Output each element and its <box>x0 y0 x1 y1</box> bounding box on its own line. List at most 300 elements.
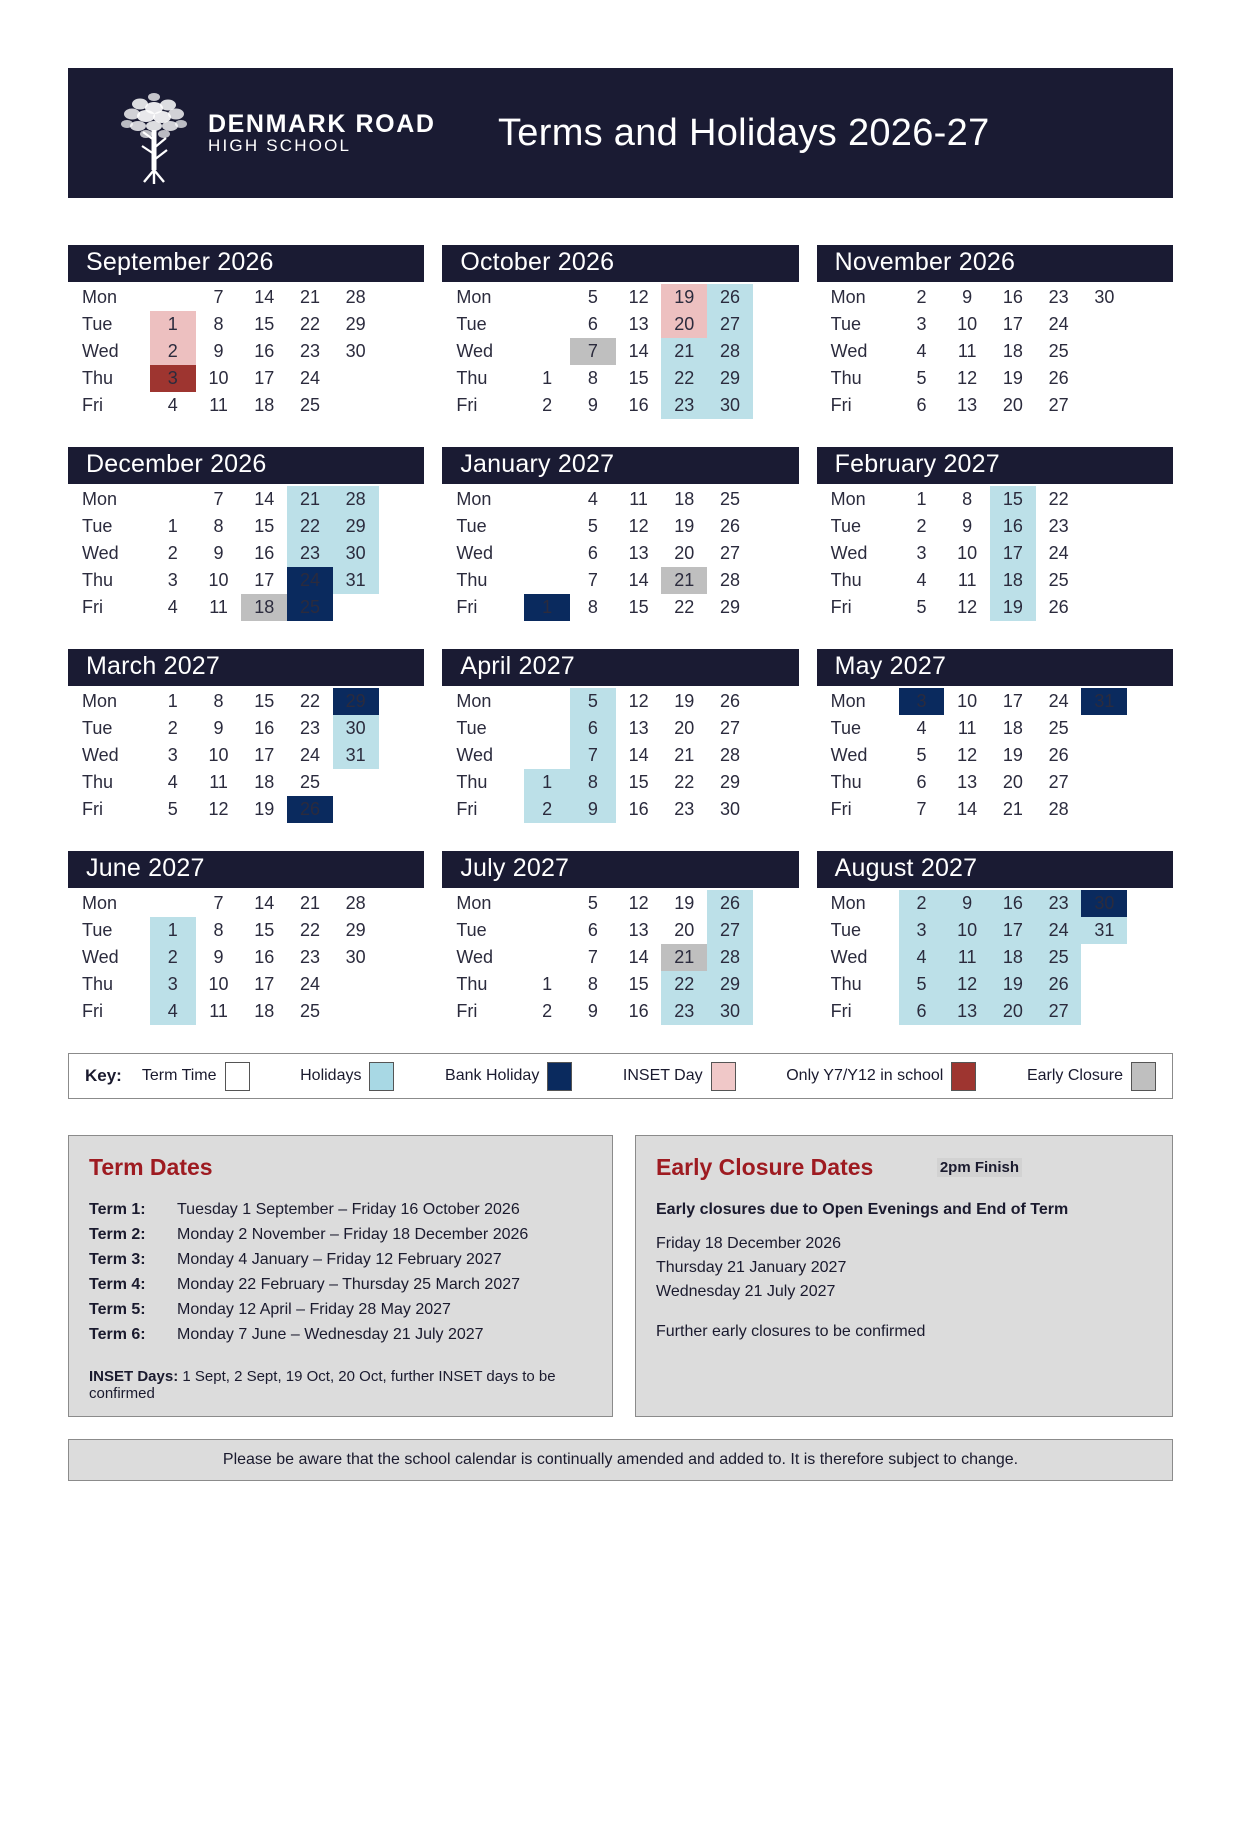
day-cell[interactable]: 4 <box>167 772 178 792</box>
day-cell[interactable]: 20 <box>674 718 695 738</box>
day-cell[interactable]: 10 <box>957 314 978 334</box>
day-cell-empty <box>1127 971 1173 998</box>
day-cell[interactable]: 5 <box>916 597 927 617</box>
day-cell[interactable]: 1 <box>524 594 570 621</box>
day-cell[interactable]: 7 <box>587 947 598 967</box>
day-cell[interactable]: 17 <box>990 917 1036 944</box>
day-cell[interactable]: 18 <box>990 567 1036 594</box>
day-cell[interactable]: 28 <box>1048 799 1069 819</box>
day-cell[interactable]: 20 <box>661 311 707 338</box>
day-cell[interactable]: 9 <box>587 1001 598 1021</box>
day-cell[interactable]: 12 <box>628 287 649 307</box>
day-cell[interactable]: 6 <box>916 772 927 792</box>
day-cell[interactable]: 22 <box>674 597 695 617</box>
calendar-key <box>68 1053 1173 1099</box>
day-cell[interactable]: 30 <box>707 392 753 419</box>
day-cell[interactable]: 21 <box>1002 799 1023 819</box>
day-cell[interactable]: 23 <box>674 799 695 819</box>
day-cell[interactable]: 2 <box>542 395 553 415</box>
weekday-label: Mon <box>456 287 492 307</box>
day-cell[interactable]: 21 <box>287 486 333 513</box>
day-cell[interactable]: 5 <box>916 368 927 388</box>
day-cell[interactable]: 30 <box>333 540 379 567</box>
day-cell[interactable]: 29 <box>333 688 379 715</box>
day-cell[interactable]: 30 <box>345 341 366 361</box>
day-cell[interactable]: 15 <box>254 516 275 536</box>
term-range: Monday 7 June – Wednesday 21 July 2027 <box>177 1326 484 1343</box>
day-cell[interactable]: 7 <box>916 799 927 819</box>
day-cell[interactable]: 26 <box>720 691 741 711</box>
key-item-swatch <box>547 1062 572 1091</box>
day-cell[interactable]: 9 <box>587 395 598 415</box>
weekday-label: Tue <box>830 718 862 738</box>
day-cell[interactable]: 21 <box>661 567 707 594</box>
day-cell[interactable]: 8 <box>587 597 598 617</box>
day-cell[interactable]: 2 <box>899 890 945 917</box>
day-cell[interactable]: 24 <box>1036 917 1082 944</box>
day-cell[interactable]: 27 <box>1048 395 1069 415</box>
day-cell[interactable]: 17 <box>1002 691 1023 711</box>
day-cell[interactable]: 22 <box>299 691 320 711</box>
weekday-row <box>68 513 424 540</box>
day-cell[interactable]: 29 <box>720 772 741 792</box>
day-cell[interactable]: 31 <box>1081 917 1127 944</box>
day-cell[interactable]: 30 <box>707 998 753 1025</box>
day-cell[interactable]: 11 <box>209 395 228 415</box>
day-cell[interactable]: 3 <box>916 314 927 334</box>
day-cell[interactable]: 30 <box>1094 287 1115 307</box>
day-cell[interactable]: 19 <box>990 971 1036 998</box>
day-cell[interactable]: 20 <box>674 920 695 940</box>
day-cell[interactable]: 15 <box>628 597 649 617</box>
day-cell[interactable]: 14 <box>254 489 275 509</box>
weekday-label: Mon <box>456 893 492 913</box>
day-cell[interactable]: 29 <box>345 920 366 940</box>
day-cell[interactable]: 22 <box>674 772 695 792</box>
day-cell[interactable]: 31 <box>333 742 379 769</box>
day-cell[interactable]: 18 <box>254 395 275 415</box>
day-cell[interactable]: 25 <box>1048 341 1069 361</box>
weekday-label: Fri <box>830 1001 852 1021</box>
day-cell[interactable]: 8 <box>213 691 224 711</box>
day-cell[interactable]: 3 <box>167 745 178 765</box>
day-cell[interactable]: 17 <box>1002 314 1023 334</box>
day-cell-empty <box>753 796 799 823</box>
day-cell[interactable]: 5 <box>587 893 598 913</box>
day-cell[interactable]: 26 <box>1048 745 1069 765</box>
day-cell[interactable]: 16 <box>254 341 275 361</box>
day-cell[interactable]: 11 <box>944 944 990 971</box>
day-cell[interactable]: 1 <box>167 516 178 536</box>
day-cell[interactable]: 3 <box>150 971 196 998</box>
day-cell[interactable]: 13 <box>957 395 978 415</box>
day-cell[interactable]: 18 <box>241 594 287 621</box>
day-cell[interactable]: 14 <box>628 745 649 765</box>
day-cell[interactable]: 24 <box>1048 543 1069 563</box>
day-cell[interactable]: 1 <box>150 311 196 338</box>
day-cell[interactable]: 19 <box>674 516 695 536</box>
day-cell[interactable]: 23 <box>299 947 320 967</box>
day-cell-empty <box>1127 890 1173 917</box>
day-cell[interactable]: 29 <box>333 513 379 540</box>
day-cell[interactable]: 29 <box>707 365 753 392</box>
day-cell[interactable]: 27 <box>720 718 741 738</box>
day-cell[interactable]: 25 <box>287 594 333 621</box>
day-cell[interactable]: 9 <box>944 890 990 917</box>
day-cell[interactable]: 6 <box>570 715 616 742</box>
day-cell[interactable]: 28 <box>707 338 753 365</box>
day-cell[interactable]: 1 <box>150 917 196 944</box>
weekday-label: Thu <box>82 368 114 388</box>
key-label: Key: <box>85 1066 122 1085</box>
day-cell[interactable]: 21 <box>299 287 320 307</box>
day-cell[interactable]: 12 <box>944 971 990 998</box>
day-cell[interactable]: 21 <box>299 893 320 913</box>
day-cell[interactable]: 8 <box>213 314 224 334</box>
weekday-label: Thu <box>82 570 114 590</box>
day-cell[interactable]: 12 <box>628 516 649 536</box>
day-cell[interactable]: 12 <box>957 745 978 765</box>
day-cell[interactable]: 9 <box>962 516 973 536</box>
day-cell[interactable]: 4 <box>899 944 945 971</box>
day-cell[interactable]: 7 <box>213 287 224 307</box>
day-cell[interactable]: 28 <box>345 287 366 307</box>
day-cell[interactable]: 14 <box>254 893 275 913</box>
day-cell[interactable]: 1 <box>167 691 178 711</box>
day-cell[interactable]: 5 <box>587 516 598 536</box>
day-cell[interactable]: 27 <box>1036 998 1082 1025</box>
day-cell[interactable]: 29 <box>345 314 366 334</box>
day-cell[interactable]: 23 <box>661 392 707 419</box>
day-cell[interactable]: 17 <box>254 570 275 590</box>
day-cell[interactable]: 14 <box>957 799 978 819</box>
day-cell[interactable]: 22 <box>299 314 320 334</box>
day-cell[interactable]: 5 <box>899 971 945 998</box>
day-cell[interactable]: 1 <box>524 769 570 796</box>
day-cell[interactable]: 15 <box>628 974 649 994</box>
day-cell[interactable]: 5 <box>587 287 598 307</box>
day-cell[interactable]: 11 <box>209 772 228 792</box>
day-cell[interactable]: 9 <box>213 341 224 361</box>
day-cell-empty <box>379 338 425 365</box>
day-cell[interactable]: 8 <box>213 516 224 536</box>
day-cell[interactable]: 21 <box>674 745 695 765</box>
day-cell[interactable]: 21 <box>661 338 707 365</box>
day-cell[interactable]: 27 <box>707 917 753 944</box>
day-cell[interactable]: 18 <box>254 772 275 792</box>
day-cell[interactable]: 31 <box>1081 688 1127 715</box>
day-cell[interactable]: 13 <box>628 314 649 334</box>
day-cell[interactable]: 19 <box>990 594 1036 621</box>
day-cell[interactable]: 8 <box>587 368 598 388</box>
day-cell[interactable]: 11 <box>629 489 648 509</box>
day-cell[interactable]: 23 <box>287 540 333 567</box>
weekday-row <box>442 594 798 621</box>
day-cell[interactable]: 23 <box>661 998 707 1025</box>
day-cell[interactable]: 26 <box>1048 368 1069 388</box>
day-cell[interactable]: 10 <box>208 974 229 994</box>
day-cell[interactable]: 29 <box>720 597 741 617</box>
day-cell[interactable]: 15 <box>628 772 649 792</box>
day-cell[interactable]: 22 <box>287 513 333 540</box>
weekday-label: Mon <box>456 489 492 509</box>
day-cell[interactable]: 6 <box>587 920 598 940</box>
day-cell[interactable]: 16 <box>628 1001 649 1021</box>
day-cell[interactable]: 10 <box>208 745 229 765</box>
day-cell[interactable]: 28 <box>345 893 366 913</box>
day-cell[interactable]: 16 <box>990 513 1036 540</box>
day-cell[interactable]: 30 <box>1081 890 1127 917</box>
day-cell[interactable]: 23 <box>1048 516 1069 536</box>
day-cell[interactable]: 13 <box>944 998 990 1025</box>
day-cell[interactable]: 25 <box>1048 718 1069 738</box>
month-block <box>817 851 1173 1025</box>
day-cell[interactable]: 4 <box>167 597 178 617</box>
day-cell[interactable]: 16 <box>628 799 649 819</box>
day-cell[interactable]: 22 <box>661 365 707 392</box>
day-cell[interactable]: 26 <box>707 284 753 311</box>
day-cell[interactable]: 28 <box>720 745 741 765</box>
day-cell[interactable]: 25 <box>1048 570 1069 590</box>
finish-time-badge: 2pm Finish <box>937 1158 1022 1177</box>
weekday-label: Mon <box>82 489 118 509</box>
day-cell[interactable]: 17 <box>254 974 275 994</box>
day-cell[interactable]: 1 <box>542 368 553 388</box>
weekday-row <box>68 338 424 365</box>
day-cell[interactable]: 15 <box>990 486 1036 513</box>
day-cell[interactable]: 25 <box>1036 944 1082 971</box>
day-cell[interactable]: 19 <box>1002 745 1023 765</box>
day-cell[interactable]: 23 <box>1036 890 1082 917</box>
day-cell[interactable]: 15 <box>628 368 649 388</box>
day-cell[interactable]: 2 <box>542 1001 553 1021</box>
day-cell[interactable]: 26 <box>720 516 741 536</box>
day-cell[interactable]: 24 <box>299 368 320 388</box>
day-cell[interactable]: 24 <box>299 974 320 994</box>
day-cell-empty <box>1127 567 1173 594</box>
day-cell[interactable]: 30 <box>333 715 379 742</box>
day-cell[interactable]: 2 <box>524 796 570 823</box>
day-cell[interactable]: 16 <box>254 718 275 738</box>
day-cell[interactable]: 13 <box>957 772 978 792</box>
day-cell[interactable]: 24 <box>299 745 320 765</box>
day-cell[interactable]: 18 <box>990 944 1036 971</box>
day-cell[interactable]: 9 <box>213 947 224 967</box>
day-cell-empty <box>379 392 425 419</box>
day-cell[interactable]: 6 <box>587 314 598 334</box>
day-cell[interactable]: 25 <box>299 772 320 792</box>
day-cell[interactable]: 21 <box>661 944 707 971</box>
day-cell[interactable]: 12 <box>957 597 978 617</box>
day-cell[interactable]: 4 <box>150 998 196 1025</box>
day-cell[interactable]: 9 <box>570 796 616 823</box>
day-cell[interactable]: 18 <box>674 489 695 509</box>
day-cell[interactable]: 4 <box>916 341 927 361</box>
day-cell[interactable]: 10 <box>944 917 990 944</box>
day-cell[interactable]: 2 <box>916 287 927 307</box>
day-cell[interactable]: 19 <box>661 284 707 311</box>
day-cell[interactable]: 23 <box>299 341 320 361</box>
weekday-label: Tue <box>456 516 487 536</box>
day-cell[interactable]: 31 <box>333 567 379 594</box>
day-cell[interactable]: 9 <box>962 287 973 307</box>
day-cell[interactable]: 2 <box>150 944 196 971</box>
day-cell[interactable]: 13 <box>628 543 649 563</box>
day-cell[interactable]: 13 <box>628 718 649 738</box>
day-cell[interactable]: 11 <box>957 341 977 361</box>
weekday-row <box>442 567 798 594</box>
day-cell[interactable]: 17 <box>254 368 275 388</box>
day-cell[interactable]: 14 <box>628 947 649 967</box>
day-cell[interactable]: 20 <box>674 543 695 563</box>
day-cell[interactable]: 26 <box>707 890 753 917</box>
weekday-label: Thu <box>456 974 488 994</box>
day-cell[interactable]: 13 <box>628 920 649 940</box>
day-cell[interactable]: 25 <box>720 489 741 509</box>
day-cell[interactable]: 8 <box>962 489 973 509</box>
day-cell[interactable]: 29 <box>707 971 753 998</box>
day-cell[interactable]: 7 <box>213 893 224 913</box>
day-cell[interactable]: 1 <box>542 974 553 994</box>
day-cell-empty <box>753 890 799 917</box>
day-cell[interactable]: 5 <box>570 688 616 715</box>
day-cell[interactable]: 20 <box>990 998 1036 1025</box>
day-cell[interactable]: 8 <box>213 920 224 940</box>
day-cell[interactable]: 27 <box>1048 772 1069 792</box>
day-cell[interactable]: 20 <box>1002 395 1023 415</box>
day-cell-empty <box>1081 567 1127 594</box>
day-cell[interactable]: 15 <box>254 691 275 711</box>
day-cell[interactable]: 26 <box>287 796 333 823</box>
day-cell[interactable]: 8 <box>587 974 598 994</box>
day-cell[interactable]: 12 <box>208 799 229 819</box>
day-cell[interactable]: 11 <box>209 1001 228 1021</box>
day-cell[interactable]: 24 <box>1048 691 1069 711</box>
weekday-row <box>817 338 1173 365</box>
day-cell[interactable]: 15 <box>254 314 275 334</box>
day-cell[interactable]: 6 <box>587 543 598 563</box>
day-cell[interactable]: 12 <box>628 893 649 913</box>
day-cell[interactable]: 3 <box>150 365 196 392</box>
day-cell[interactable]: 22 <box>661 971 707 998</box>
day-cell[interactable]: 16 <box>990 890 1036 917</box>
day-cell[interactable]: 14 <box>628 341 649 361</box>
day-cell[interactable]: 2 <box>150 338 196 365</box>
day-cell[interactable]: 24 <box>287 567 333 594</box>
day-cell[interactable]: 20 <box>1002 772 1023 792</box>
day-cell[interactable]: 18 <box>254 1001 275 1021</box>
day-cell[interactable]: 4 <box>916 570 927 590</box>
day-cell[interactable]: 23 <box>299 718 320 738</box>
day-cell[interactable]: 7 <box>587 570 598 590</box>
day-cell[interactable]: 23 <box>1048 287 1069 307</box>
day-cell[interactable]: 2 <box>167 718 178 738</box>
term-date-row <box>89 1226 592 1244</box>
day-cell[interactable]: 22 <box>299 920 320 940</box>
day-cell[interactable]: 30 <box>720 799 741 819</box>
day-cell[interactable]: 12 <box>628 691 649 711</box>
day-cell[interactable]: 11 <box>209 597 228 617</box>
day-cell[interactable]: 7 <box>213 489 224 509</box>
day-cell[interactable]: 16 <box>1002 287 1023 307</box>
day-cell[interactable]: 9 <box>213 543 224 563</box>
day-cell[interactable]: 27 <box>707 311 753 338</box>
day-cell[interactable]: 8 <box>570 769 616 796</box>
day-cell[interactable]: 2 <box>167 543 178 563</box>
day-cell[interactable]: 26 <box>1036 971 1082 998</box>
day-cell[interactable]: 4 <box>916 718 927 738</box>
weekday-label: Tue <box>82 920 113 940</box>
day-cell[interactable]: 25 <box>299 1001 320 1021</box>
day-cell[interactable]: 11 <box>957 718 977 738</box>
day-cell[interactable]: 5 <box>167 799 178 819</box>
day-cell[interactable]: 5 <box>916 745 927 765</box>
weekday-label: Fri <box>456 1001 478 1021</box>
day-cell[interactable]: 16 <box>628 395 649 415</box>
day-cell[interactable]: 17 <box>990 540 1036 567</box>
day-cell[interactable]: 3 <box>167 570 178 590</box>
day-cell[interactable]: 15 <box>254 920 275 940</box>
day-cell[interactable]: 14 <box>254 287 275 307</box>
day-cell[interactable]: 16 <box>254 947 275 967</box>
day-cell[interactable]: 2 <box>916 516 927 536</box>
day-cell[interactable]: 11 <box>957 570 977 590</box>
day-cell[interactable]: 10 <box>957 543 978 563</box>
day-cell[interactable]: 18 <box>1002 718 1023 738</box>
day-cell[interactable]: 14 <box>628 570 649 590</box>
day-cell[interactable]: 22 <box>1048 489 1069 509</box>
day-cell[interactable]: 10 <box>208 368 229 388</box>
day-cell[interactable]: 25 <box>299 395 320 415</box>
day-cell[interactable]: 6 <box>916 395 927 415</box>
day-cell[interactable]: 19 <box>674 691 695 711</box>
day-cell[interactable]: 4 <box>587 489 598 509</box>
day-cell-empty <box>753 338 799 365</box>
day-cell[interactable]: 19 <box>254 799 275 819</box>
weekday-row <box>68 796 424 823</box>
day-cell[interactable]: 6 <box>899 998 945 1025</box>
day-cell[interactable]: 7 <box>570 338 616 365</box>
day-cell-empty <box>1127 742 1173 769</box>
day-cell[interactable]: 27 <box>720 543 741 563</box>
day-cell[interactable]: 10 <box>208 570 229 590</box>
day-cell[interactable]: 7 <box>570 742 616 769</box>
day-cell[interactable]: 28 <box>707 944 753 971</box>
day-cell[interactable]: 3 <box>899 688 945 715</box>
day-cell[interactable]: 19 <box>674 893 695 913</box>
day-cell[interactable]: 4 <box>167 395 178 415</box>
month-day-grid <box>442 890 798 1025</box>
day-cell[interactable]: 3 <box>899 917 945 944</box>
day-cell[interactable]: 24 <box>1048 314 1069 334</box>
day-cell[interactable]: 26 <box>1048 597 1069 617</box>
day-cell-empty <box>379 796 425 823</box>
day-cell[interactable]: 17 <box>254 745 275 765</box>
day-cell[interactable]: 30 <box>345 947 366 967</box>
day-cell[interactable]: 16 <box>254 543 275 563</box>
day-cell[interactable]: 18 <box>1002 341 1023 361</box>
calendar-month-row <box>68 245 1173 419</box>
day-cell[interactable]: 28 <box>333 486 379 513</box>
day-cell[interactable]: 28 <box>720 570 741 590</box>
day-cell[interactable]: 1 <box>916 489 927 509</box>
day-cell[interactable]: 10 <box>957 691 978 711</box>
day-cell[interactable]: 3 <box>916 543 927 563</box>
day-cell[interactable]: 9 <box>213 718 224 738</box>
day-cell[interactable]: 19 <box>1002 368 1023 388</box>
term-range: Tuesday 1 September – Friday 16 October 2026 <box>177 1201 520 1218</box>
day-cell[interactable]: 12 <box>957 368 978 388</box>
